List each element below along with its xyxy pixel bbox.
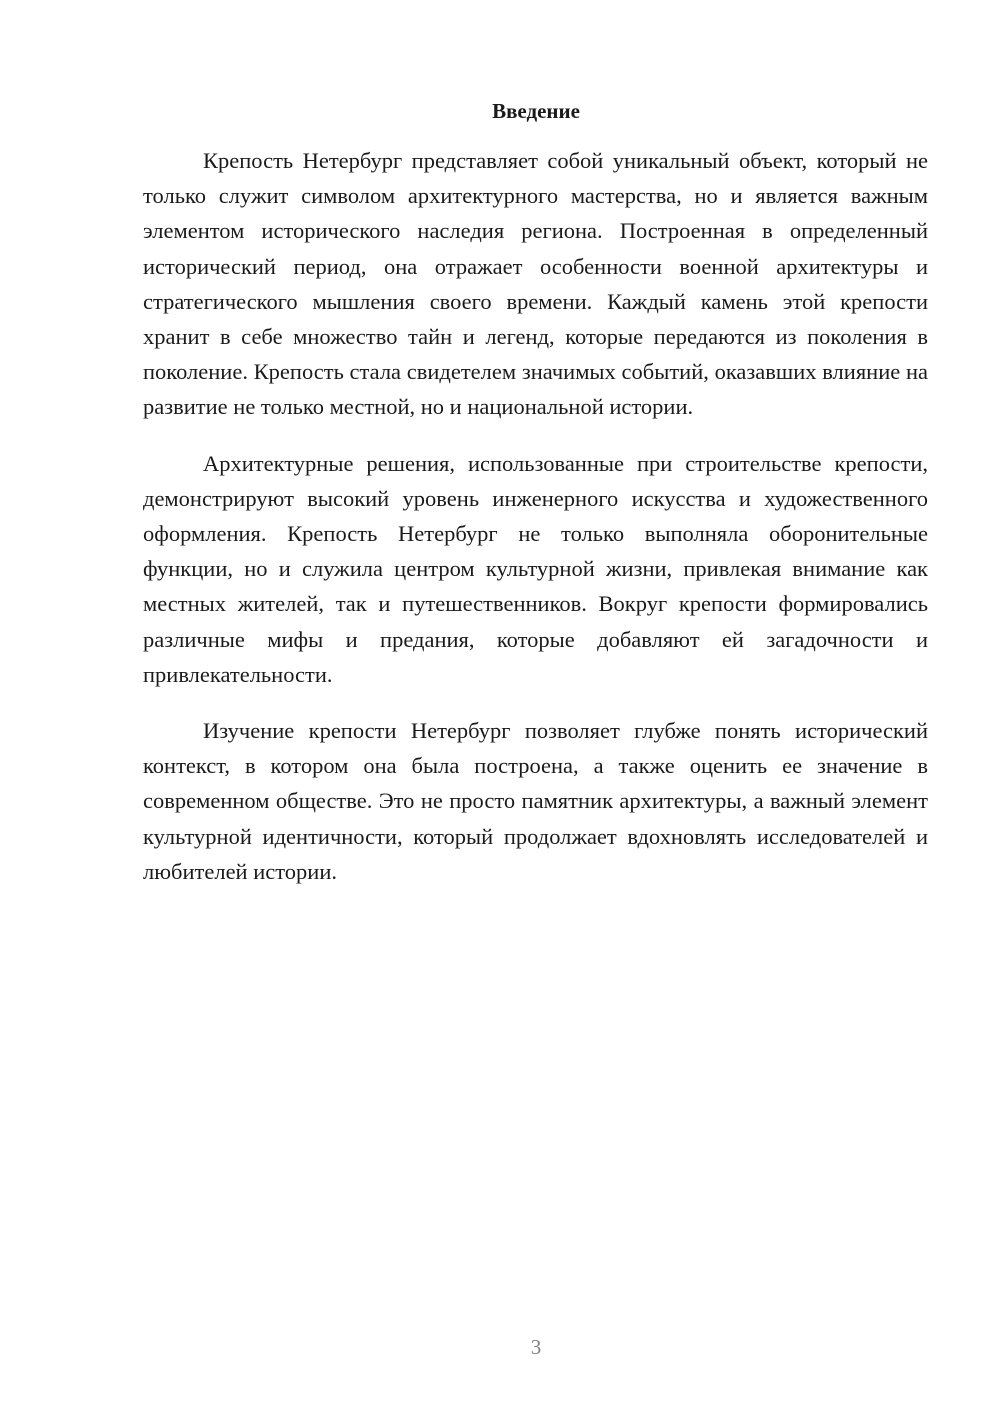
- page-number: 3: [530, 1335, 542, 1359]
- body-text: [143, 143, 928, 889]
- section-heading: Введение: [492, 99, 580, 123]
- paragraph-2: Архитектурные решения, использованные при строительстве крепости, демонстрируют высокий уровень инженерного искусства и художественного оформления. Крепость Нетербург не только выполняла оборонительные функции, но и служила центром культурной жизни, привлекая внимание как местных жителей, так и путешественников. Вокруг крепости формировались различные мифы и предания, которые добавляют ей загадочности и привлекательности.: [143, 450, 928, 687]
- paragraph-3: Изучение крепости Нетербург позволяет глубже понять исторический контекст, в котором она была построена, а также оценить ее значение в современном обществе. Это не просто памятник архитектуры, а важный элемент культурной идентичности, который продолжает вдохновлять исследователей и любителей истории.: [143, 718, 928, 884]
- paragraph-1: Крепость Нетербург представляет собой уникальный объект, который не только служит символом архитектурного мастерства, но и является важным элементом исторического наследия региона. Построенная в определенный исторический период, она отражает особенности военной архитектуры и стратегического мышления своего времени. Каждый камень этой крепости хранит в себе множество тайн и легенд, которые передаются из поколения в поколение. Крепость стала свидетелем значимых событий, оказавших влияние на развитие не только местной, но и национальной истории.: [143, 148, 928, 420]
